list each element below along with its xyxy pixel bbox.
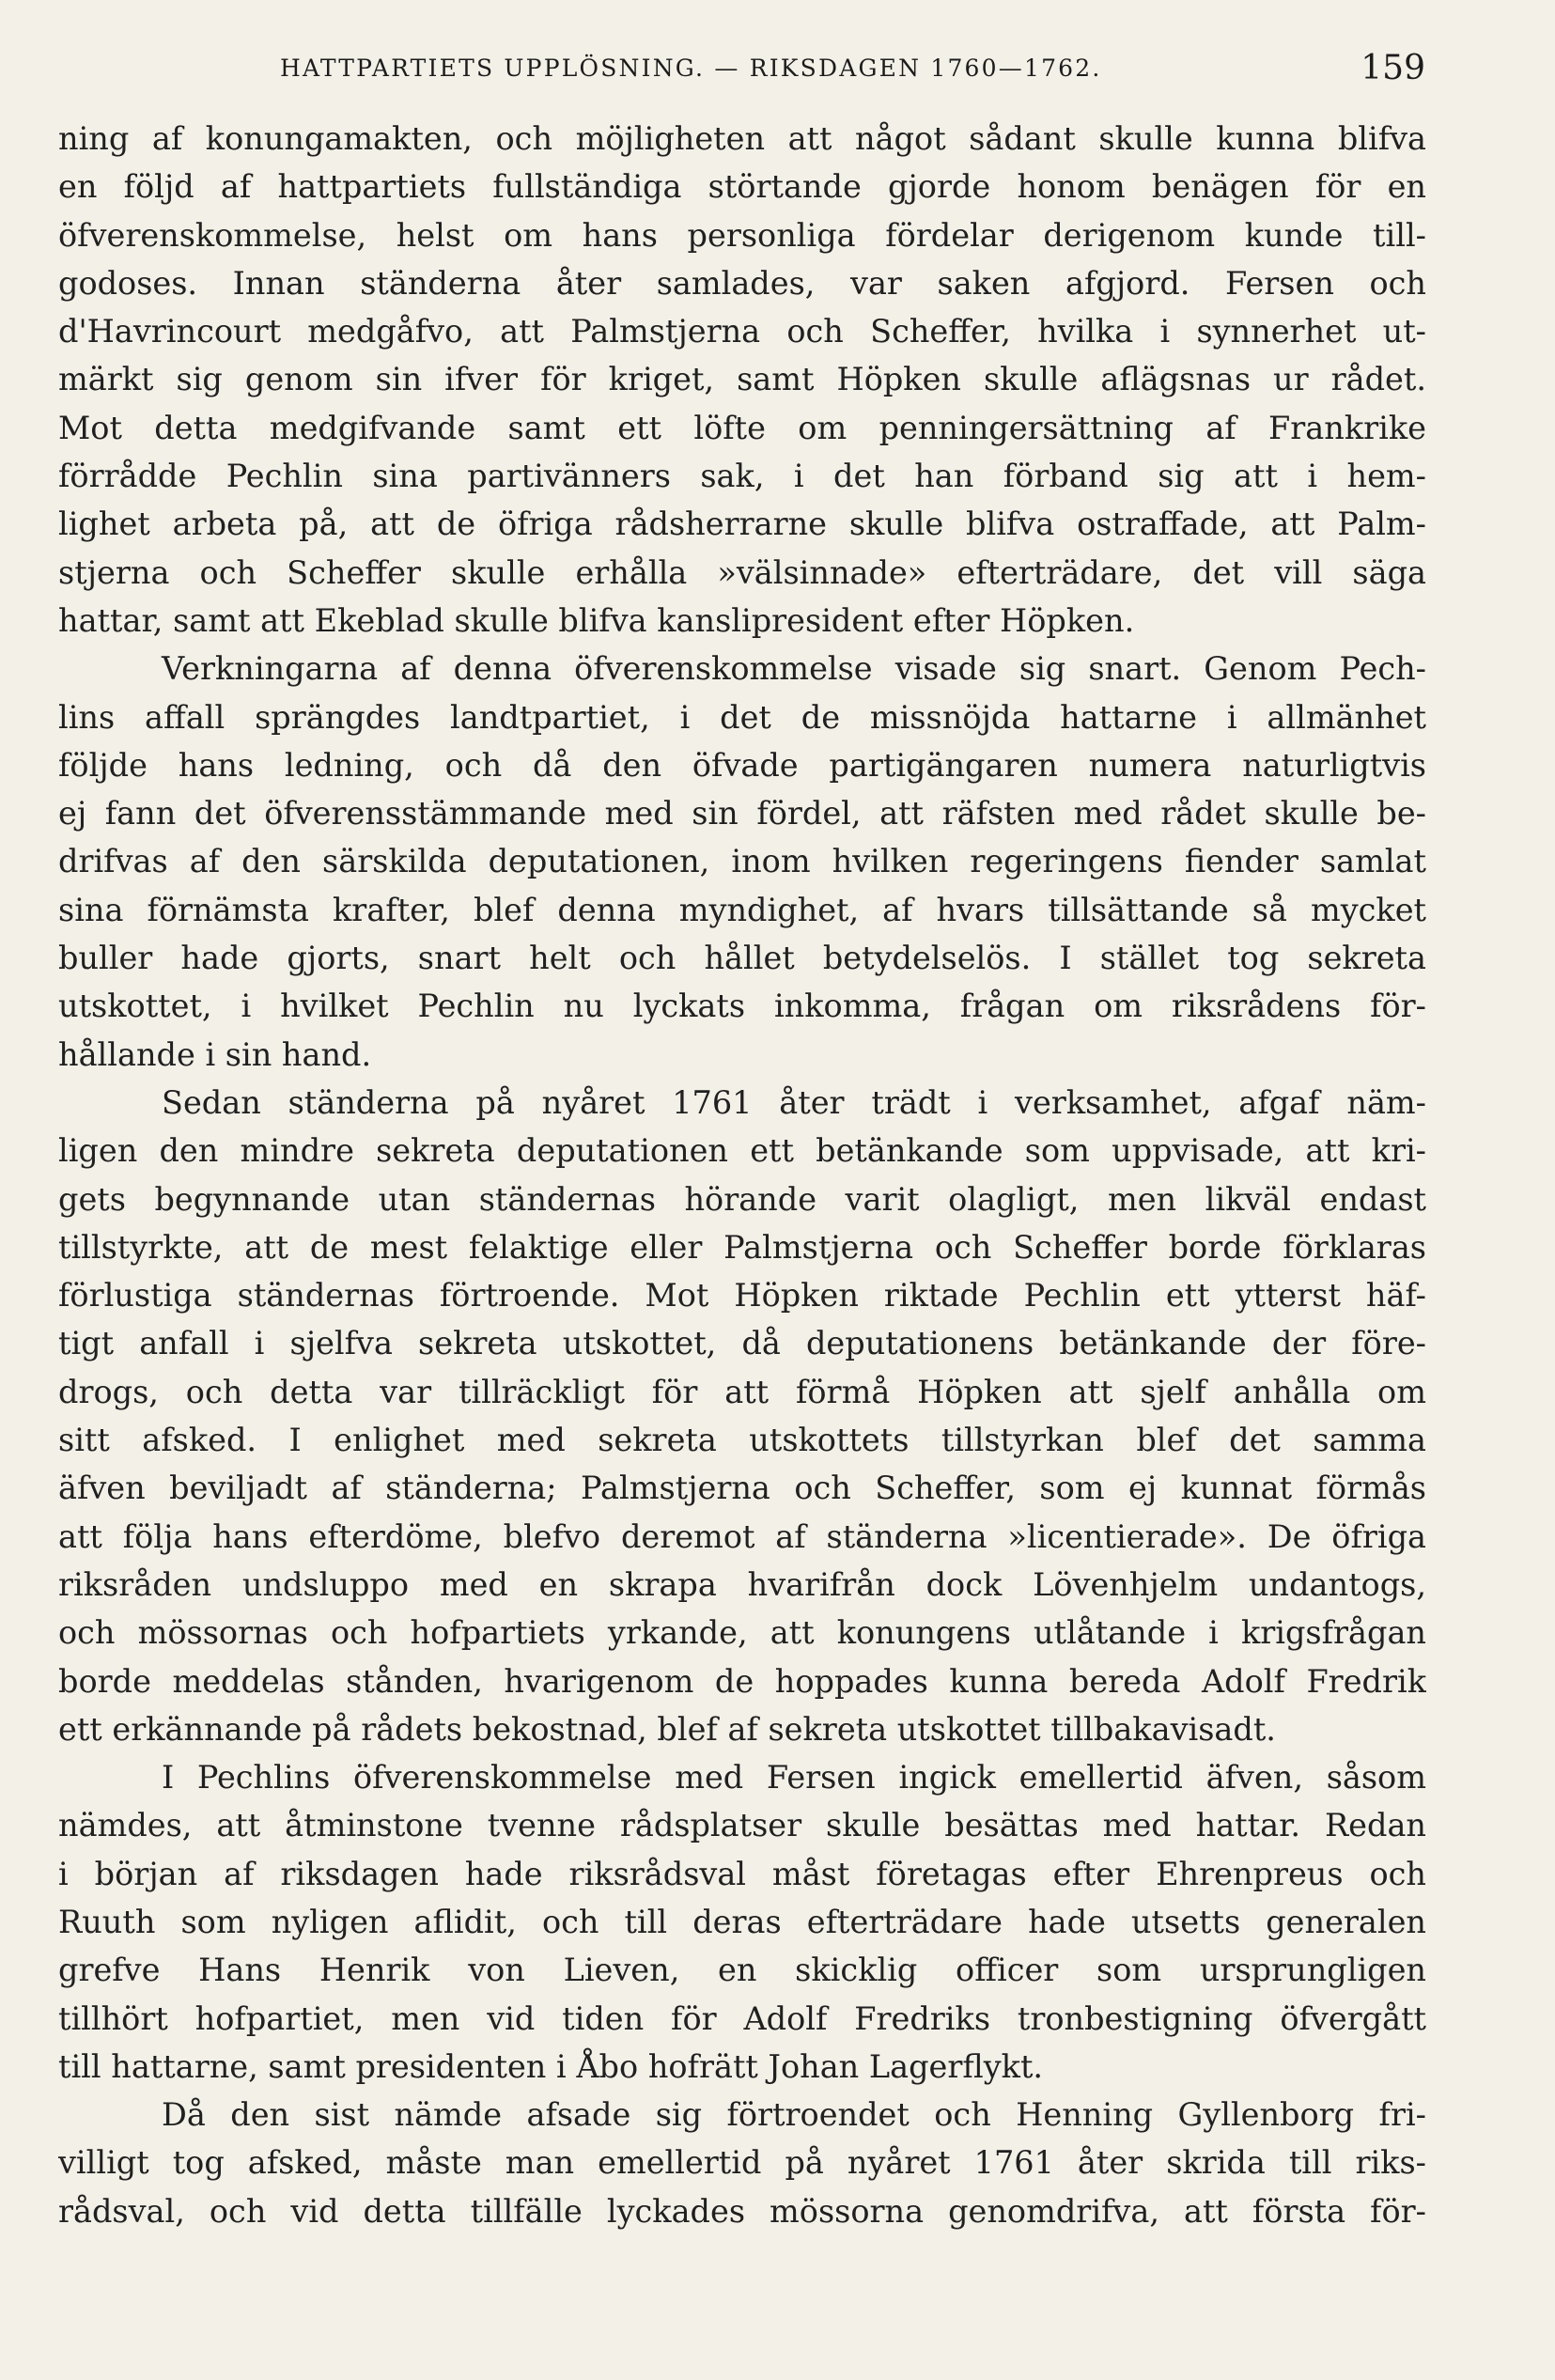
paragraph-start-line: Då den sist nämde afsade sig förtroendet och Henning Gyllenborg fri- [162,2096,1426,2134]
page-number: 159 [1361,49,1425,87]
text-line: stjerna och Scheffer skulle erhålla »välsinnade» efterträdare, det vill säga [58,553,1426,591]
text-line: att följa hans efterdöme, blefvo deremot af ständerna »licentierade». De öfriga [58,1517,1426,1555]
text-line: drifvas af den särskilda deputationen, inom hvilken regeringens fiender samlat [58,843,1426,880]
text-line: tillstyrkte, att de mest felaktige eller Palmstjerna och Scheffer borde förklaras [58,1228,1426,1266]
paragraph-start-line: I Pechlins öfverenskommelse med Fersen ingick emellertid äfven, såsom [162,1759,1426,1797]
text-line: ej fann det öfverensstämmande med sin fördel, att räfsten med rådet skulle be- [58,795,1426,832]
text-line: rådsval, och vid detta tillfälle lyckades mössorna genomdrifva, att första för- [58,2192,1426,2230]
text-line: till hattarne, samt presidenten i Åbo hofrätt Johan Lagerflykt. [58,2047,1044,2085]
text-line: drogs, och detta var tillräckligt för att förmå Höpken att sjelf anhålla om [58,1373,1426,1410]
text-line: nämdes, att åtminstone tvenne rådsplatser skulle besättas med hattar. Redan [58,1807,1426,1844]
text-line: lins affall sprängdes landtpartiet, i det de missnöjda hattarne i allmänhet [58,698,1426,736]
text-line: godoses. Innan ständerna åter samlades, var saken afgjord. Fersen och [58,264,1426,302]
text-line: förlustiga ständernas förtroende. Mot Höpken riktade Pechlin ett ytterst häf- [58,1277,1426,1314]
text-line: buller hade gjorts, snart helt och hållet betydelselös. I stället tog sekreta [58,940,1426,977]
text-line: Mot detta medgifvande samt ett löfte om penningersättning af Frankrike [58,409,1426,446]
text-line: hållande i sin hand. [58,1035,372,1073]
text-line: sitt afsked. I enlighet med sekreta utskottets tillstyrkan blef det samma [58,1422,1426,1459]
text-line: öfverenskommelse, helst om hans personliga fördelar derigenom kunde till- [58,216,1426,254]
text-line: villigt tog afsked, måste man emellertid på nyåret 1761 åter skrida till riks- [58,2144,1426,2182]
text-line: ligen den mindre sekreta deputationen ett betänkande som uppvisade, att kri- [58,1132,1426,1170]
text-line: en följd af hattpartiets fullständiga störtande gjorde honom benägen för en [58,168,1426,206]
text-line: och mössornas och hofpartiets yrkande, att konungens utlåtande i krigsfrågan [58,1614,1426,1652]
text-line: tigt anfall i sjelfva sekreta utskottet, då deputationens betänkande der före- [58,1325,1426,1362]
text-line: följde hans ledning, och då den öfvade partigängaren numera naturligtvis [58,746,1426,784]
paragraph-start-line: Verkningarna af denna öfverenskommelse visade sig snart. Genom Pech- [162,650,1426,688]
running-head: HATTPARTIETS UPPLÖSNING. — RIKSDAGEN 1760—1762. [280,54,1102,82]
text-line: Ruuth som nyligen aflidit, och till deras efterträdare hade utsetts generalen [58,1903,1426,1940]
text-line: förrådde Pechlin sina partivänners sak, i det han förband sig att i hem- [58,458,1426,495]
text-line: lighet arbeta på, att de öfriga rådsherrarne skulle blifva ostraffade, att Palm- [58,506,1426,543]
text-line: ning af konungamakten, och möjligheten att något sådant skulle kunna blifva [58,120,1426,157]
page-header [58,49,1425,96]
text-line: grefve Hans Henrik von Lieven, en skicklig officer som ursprungligen [58,1952,1426,1989]
body-text [58,115,1426,2235]
text-line: d'Havrincourt medgåfvo, att Palmstjerna och Scheffer, hvilka i synnerhet ut- [58,313,1426,350]
text-line: gets begynnande utan ständernas hörande varit olagligt, men likväl endast [58,1180,1426,1218]
text-line: i början af riksdagen hade riksrådsval måst företagas efter Ehrenpreus och [58,1855,1426,1892]
text-line: sina förnämsta krafter, blef denna myndighet, af hvars tillsättande så mycket [58,891,1426,928]
text-line: hattar, samt att Ekeblad skulle blifva kanslipresident efter Höpken. [58,601,1135,639]
text-line: märkt sig genom sin ifver för kriget, samt Höpken skulle aflägsnas ur rådet. [58,361,1426,398]
text-line: ett erkännande på rådets bekostnad, blef af sekreta utskottet tillbakavisadt. [58,1710,1276,1748]
text-line: tillhört hofpartiet, men vid tiden för Adolf Fredriks tronbestigning öfvergått [58,1999,1426,2037]
text-line: riksråden undsluppo med en skrapa hvarifrån dock Lövenhjelm undantogs, [58,1565,1426,1603]
text-line: utskottet, i hvilket Pechlin nu lyckats inkomma, frågan om riksrådens för- [58,988,1426,1025]
text-line: borde meddelas stånden, hvarigenom de hoppades kunna bereda Adolf Fredrik [58,1662,1426,1700]
paragraph-start-line: Sedan ständerna på nyåret 1761 åter trädt i verksamhet, afgaf näm- [162,1083,1426,1121]
text-line: äfven beviljadt af ständerna; Palmstjerna och Scheffer, som ej kunnat förmås [58,1470,1426,1507]
